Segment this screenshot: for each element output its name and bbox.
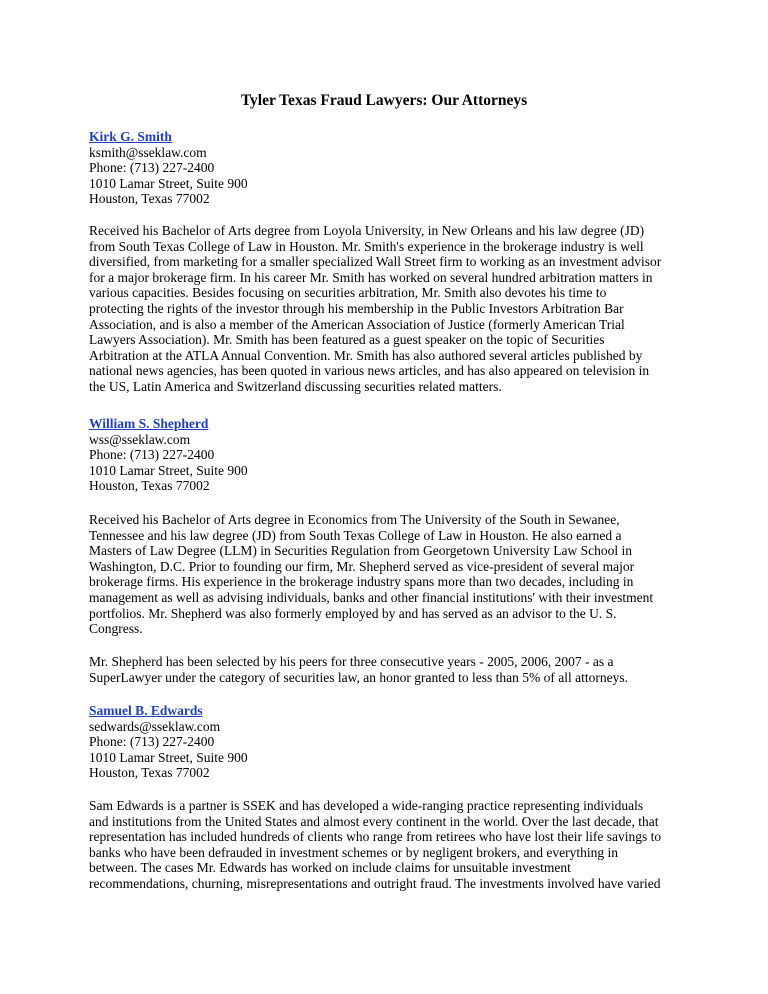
attorney-phone: Phone: (713) 227-2400: [89, 447, 215, 463]
bio-line: Sam Edwards is a partner is SSEK and has developed a wide-ranging practice representing individuals: [89, 798, 644, 813]
attorney-city: Houston, Texas 77002: [89, 478, 210, 494]
attorney-phone: Phone: (713) 227-2400: [89, 734, 215, 750]
attorney-name-link[interactable]: Samuel B. Edwards: [89, 703, 203, 718]
attorney-city: Houston, Texas 77002: [89, 191, 210, 207]
bio-line: for a major brokerage firm. In his career Mr. Smith has worked on several hundred arbitration matters in: [89, 269, 653, 285]
bio-line: Association, and is also a member of the American Association of Justice (formerly American Trial: [89, 316, 625, 332]
attorney-street: 1010 Lamar Street, Suite 900: [89, 462, 248, 478]
attorney-bio: [89, 223, 689, 395]
bio-line: portfolios. Mr. Shepherd was also formerly employed by and has served as an advisor to the U. S.: [89, 605, 617, 621]
bio-line: and institutions from the United States and almost every continent in the world. Over the last decade, that: [89, 813, 659, 829]
bio-line: Received his Bachelor of Arts degree in Economics from The University of the South in Sewanee,: [89, 512, 620, 527]
attorney-street: 1010 Lamar Street, Suite 900: [89, 749, 248, 765]
bio-line: Congress.: [89, 621, 143, 637]
attorney-bio: [89, 512, 689, 637]
bio-line: Washington, D.C. Prior to founding our firm, Mr. Shepherd served as vice-president of several major: [89, 558, 635, 574]
attorney-phone: Phone: (713) 227-2400: [89, 160, 215, 176]
attorney-contact-block: [89, 416, 689, 494]
bio-line: Received his Bachelor of Arts degree from Loyola University, in New Orleans and his law degree (JD): [89, 223, 645, 238]
attorney-name-link[interactable]: William S. Shepherd: [89, 416, 209, 431]
bio-line: representation has included hundreds of clients who range from retirees who have lost their life savings to: [89, 829, 662, 845]
bio-line: Masters of Law Degree (LLM) in Securities Regulation from Georgetown University Law School in: [89, 543, 632, 559]
bio-line: Mr. Shepherd has been selected by his peers for three consecutive years - 2005, 2006, 2007 - as a: [89, 654, 614, 669]
bio-line: recommendations, churning, misrepresentations and outright fraud. The investments involved have varied: [89, 875, 661, 891]
attorney-name-link[interactable]: Kirk G. Smith: [89, 129, 172, 144]
bio-line: SuperLawyer under the category of securities law, an honor granted to less than 5% of all attorneys.: [89, 669, 628, 685]
attorney-email: ksmith@sseklaw.com: [89, 144, 207, 160]
bio-line: from South Texas College of Law in Houston. Mr. Smith's experience in the brokerage industry is well: [89, 238, 644, 254]
attorney-contact-block: [89, 703, 689, 781]
bio-line: between. The cases Mr. Edwards has worked on include claims for unsuitable investment: [89, 860, 571, 876]
bio-line: brokerage firms. His experience in the brokerage industry spans more than two decades, including in: [89, 574, 634, 590]
attorney-email: sedwards@sseklaw.com: [89, 718, 221, 734]
bio-line: protecting the rights of the investor through his membership in the Public Investors Arbitration Bar: [89, 300, 624, 316]
attorney-bio-note: [89, 654, 689, 685]
attorney-city: Houston, Texas 77002: [89, 765, 210, 781]
bio-line: the US, Latin America and Switzerland discussing securities related matters.: [89, 378, 502, 394]
bio-line: Tennessee and his law degree (JD) from South Texas College of Law in Houston. He also earned a: [89, 527, 622, 543]
page-title: Tyler Texas Fraud Lawyers: Our Attorneys: [240, 92, 528, 109]
bio-line: Arbitration at the ATLA Annual Convention. Mr. Smith has also authored several articles published by: [89, 347, 643, 363]
attorney-email: wss@sseklaw.com: [89, 431, 191, 447]
bio-line: diversified, from marketing for a smaller specialized Wall Street firm to working as an investment advisor: [89, 254, 662, 270]
attorney-bio: [89, 798, 689, 892]
bio-line: national news agencies, has been quoted in various news articles, and has also appeared on television in: [89, 363, 650, 379]
attorney-contact-block: [89, 129, 689, 207]
bio-line: management as well as advising individuals, banks and other financial institutions' with their investment: [89, 589, 654, 605]
attorney-street: 1010 Lamar Street, Suite 900: [89, 175, 248, 191]
bio-line: Lawyers Association). Mr. Smith has been featured as a guest speaker on the topic of Securities: [89, 332, 605, 348]
bio-line: various capacities. Besides focusing on securities arbitration, Mr. Smith also devotes his time to: [89, 285, 607, 301]
bio-line: banks who have been defrauded in investment schemes or by negligent brokers, and everything in: [89, 844, 618, 860]
